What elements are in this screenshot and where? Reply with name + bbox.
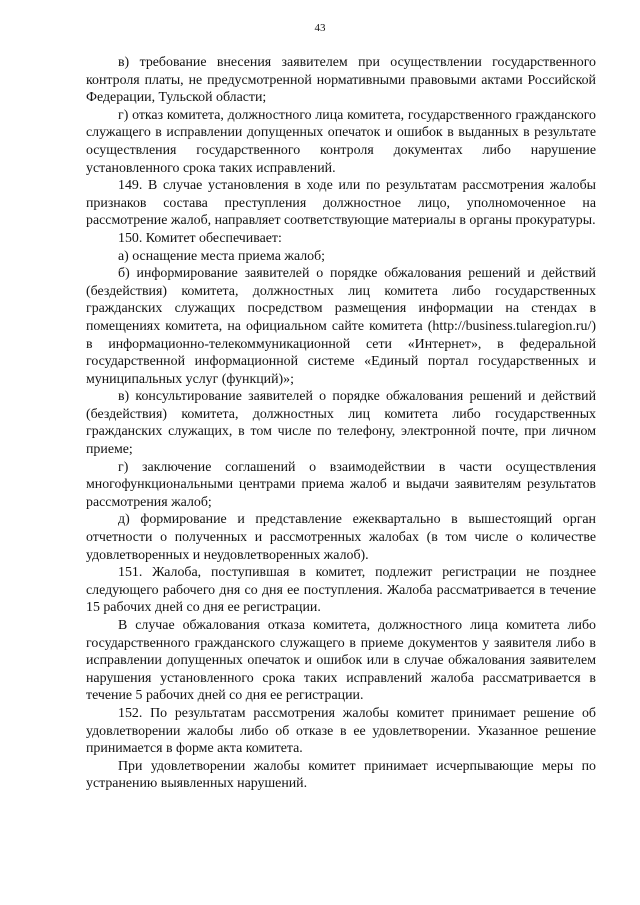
paragraph-150-v: в) консультирование заявителей о порядке обжалования решений и действий (бездействия) комитета, должностных лиц комитета либо государственных гражданских служащих, в том числе по телефону, электронной почте, при личном приеме;	[86, 389, 596, 458]
paragraph-150: 150. Комитет обеспечивает:	[118, 230, 282, 246]
document-body	[86, 54, 596, 793]
paragraph-151: 151. Жалоба, поступившая в комитет, подлежит регистрации не позднее следующего рабочего дня со дня ее поступления. Жалоба рассматривается в течение 15 рабочих дней со дня ее регистрации.	[86, 565, 596, 616]
paragraph-150-b: б) информирование заявителей о порядке обжалования решений и действий (бездействия) комитета, должностных лиц комитета либо государственных гражданских служащих посредством размещения информации на стендах в помещениях комитета, на официальном сайте комитета (http://business.tularegion.ru/) в информационно-телекоммуникационной сети «Интернет», в федеральной государственной информационной системе «Единый портал государственных и муниципальных услуг (функций)»;	[86, 266, 596, 387]
paragraph-item-g: г) отказ комитета, должностного лица комитета, государственного гражданского служащего в исправлении допущенных опечаток и ошибок в выданных в результате осуществления государственного контроля документах либо нарушение установленного срока таких исправлений.	[86, 107, 596, 176]
paragraph-item-v: в) требование внесения заявителем при осуществлении государственного контроля платы, не предусмотренной нормативными правовыми актами Российской Федерации, Тульской области;	[86, 55, 596, 106]
paragraph-150-g: г) заключение соглашений о взаимодействии в части осуществления многофункциональными центрами приема жалоб и выдачи заявителям результатов рассмотрения жалоб;	[86, 459, 596, 510]
paragraph-151-cont: В случае обжалования отказа комитета, должностного лица комитета либо государственного гражданского служащего в приеме документов у заявителя либо в исправлении допущенных опечаток и ошибок или в случае обжалования заявителем нарушения установленного срока таких исправлений жалоба рассматривается в течение 5 рабочих дней со дня ее регистрации.	[86, 618, 596, 704]
page-number: 43	[314, 22, 326, 34]
paragraph-150-d: д) формирование и представление ежеквартально в вышестоящий орган отчетности о полученных и рассмотренных жалобах (в том числе о количестве удовлетворенных и неудовлетворенных жалоб).	[86, 512, 596, 563]
paragraph-149: 149. В случае установления в ходе или по результатам рассмотрения жалобы признаков состава преступления должностное лицо, уполномоченное на рассмотрение жалоб, направляет соответствующие материалы в органы прокуратуры.	[86, 178, 596, 229]
paragraph-152: 152. По результатам рассмотрения жалобы комитет принимает решение об удовлетворении жалобы либо об отказе в ее удовлетворении. Указанное решение принимается в форме акта комитета.	[86, 705, 596, 757]
paragraph-152-cont: При удовлетворении жалобы комитет принимает исчерпывающие меры по устранению выявленных нарушений.	[86, 758, 596, 792]
paragraph-150-a: а) оснащение места приема жалоб;	[118, 248, 326, 264]
